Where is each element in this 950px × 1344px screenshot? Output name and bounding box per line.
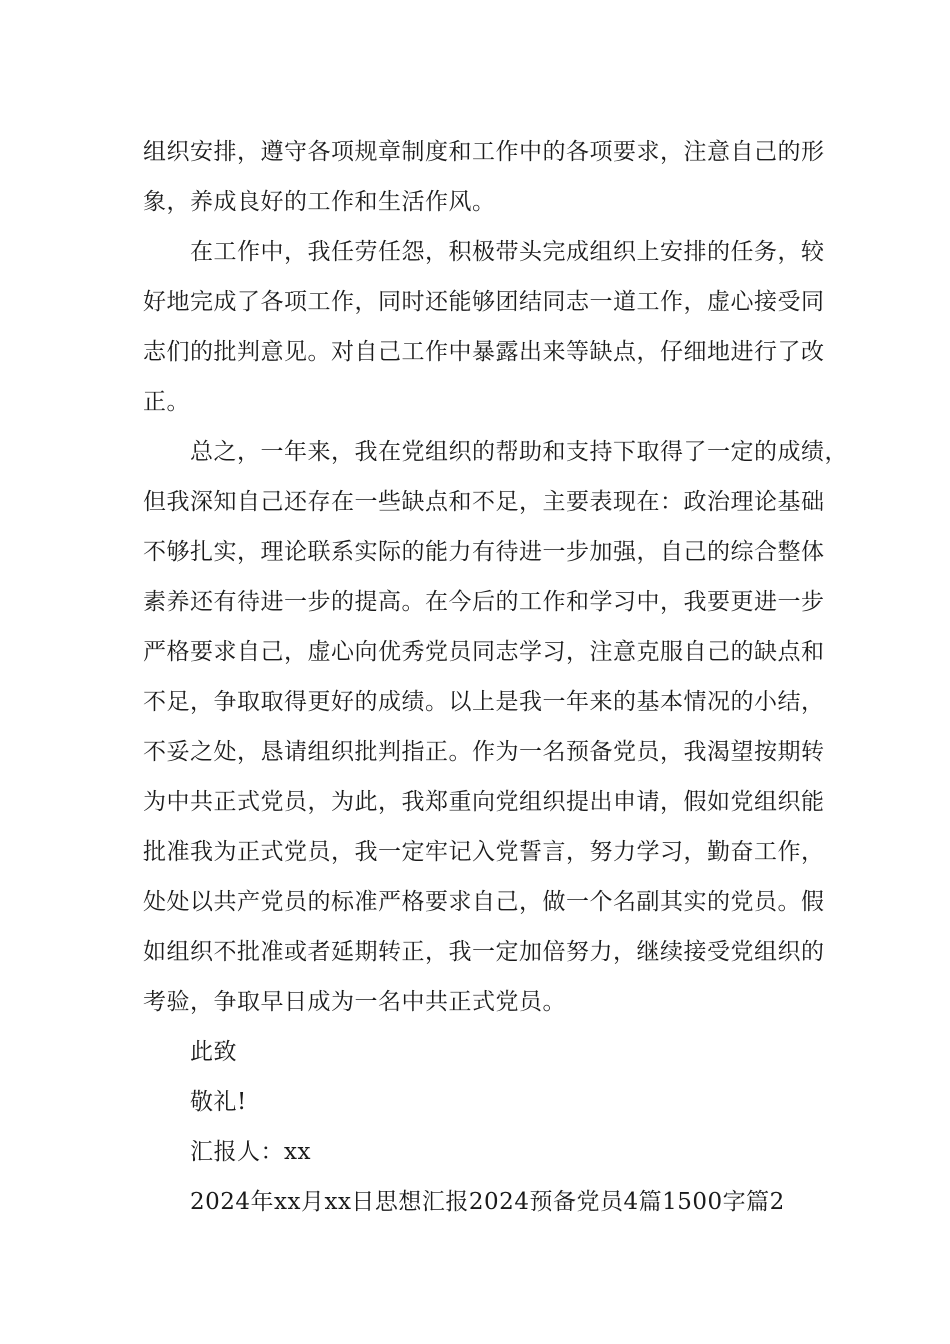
text-line: 素养还有待进一步的提高。在今后的工作和学习中，我要更进一步 <box>143 589 825 615</box>
text-line: 志们的批判意见。对自己工作中暴露出来等缺点，仔细地进行了改 <box>143 339 825 365</box>
reporter-signature: 汇报人：xx <box>190 1139 311 1165</box>
text-line: 批准我为正式党员，我一定牢记入党誓言，努力学习，勤奋工作， <box>143 839 825 865</box>
text-line: 好地完成了各项工作，同时还能够团结同志一道工作，虚心接受同 <box>143 289 825 315</box>
text-line: 不妥之处，恳请组织批判指正。作为一名预备党员，我渴望按期转 <box>143 739 825 765</box>
text-line: 不足，争取取得更好的成绩。以上是我一年来的基本情况的小结， <box>143 689 825 715</box>
closing-salutation: 此致 <box>190 1039 237 1065</box>
text-line: 为中共正式党员，为此，我郑重向党组织提出申请，假如党组织能 <box>143 789 825 815</box>
date-and-next-title: 2024年xx月xx日思想汇报2024预备党员4篇1500字篇2 <box>190 1189 785 1215</box>
text-line: 组织安排，遵守各项规章制度和工作中的各项要求，注意自己的形 <box>143 139 825 165</box>
text-line: 如组织不批准或者延期转正，我一定加倍努力，继续接受党组织的 <box>143 939 825 965</box>
text-line: 处处以共产党员的标准严格要求自己，做一个名副其实的党员。假 <box>143 889 825 915</box>
text-line: 象，养成良好的工作和生活作风。 <box>143 189 496 215</box>
text-line: 总之，一年来，我在党组织的帮助和支持下取得了一定的成绩， <box>190 439 848 465</box>
text-line: 不够扎实，理论联系实际的能力有待进一步加强，自己的综合整体 <box>143 539 825 565</box>
text-line: 正。 <box>143 389 190 415</box>
text-line: 严格要求自己，虚心向优秀党员同志学习，注意克服自己的缺点和 <box>143 639 825 665</box>
text-line: 在工作中，我任劳任怨，积极带头完成组织上安排的任务，较 <box>190 239 825 265</box>
closing-regards: 敬礼! <box>190 1089 247 1115</box>
text-line: 考验，争取早日成为一名中共正式党员。 <box>143 989 566 1015</box>
text-line: 但我深知自己还存在一些缺点和不足，主要表现在：政治理论基础 <box>143 489 825 515</box>
